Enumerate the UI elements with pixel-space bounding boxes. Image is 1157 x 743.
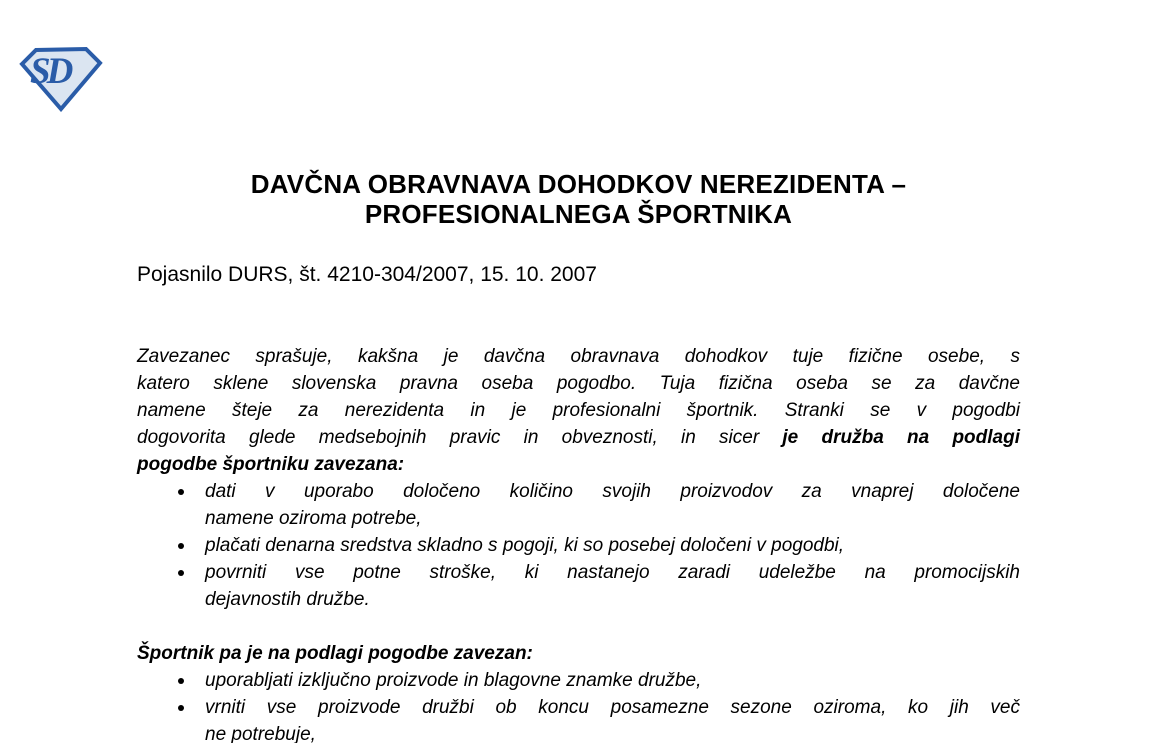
athlete-obligations-heading: Športnik pa je na podlagi pogodbe zavezan: <box>137 643 533 664</box>
text-line <box>137 343 1020 370</box>
bullet-item <box>137 559 1020 613</box>
bullet-item <box>137 667 1020 694</box>
text-line <box>137 451 1020 478</box>
text-line <box>205 721 1020 743</box>
sd-logo <box>19 46 103 112</box>
text-line <box>205 586 1020 613</box>
text-segment: namene oziroma potrebe, <box>205 508 422 529</box>
bullet-item <box>137 694 1020 743</box>
logo-letters: SD <box>30 51 70 92</box>
text-segment: Zavezanec sprašuje, kakšna je davčna obravnava dohodkov tuje fizične osebe, s <box>137 346 1020 367</box>
bold-text-segment: je družba na podlagi <box>782 427 1020 448</box>
text-line <box>205 694 1020 721</box>
text-segment: dejavnostih družbe. <box>205 589 370 610</box>
text-segment: dati v uporabo določeno količino svojih proizvodov za vnaprej določene <box>205 481 1020 502</box>
sd-diamond-shield-icon <box>19 46 103 112</box>
bullet-icon <box>178 489 184 495</box>
text-segment: dogovorita glede medsebojnih pravic in obveznosti, in sicer <box>137 427 783 448</box>
text-line <box>205 667 1020 694</box>
bold-text-segment: pogodbe športniku zavezana: <box>137 454 405 475</box>
document-subtitle: Pojasnilo DURS, št. 4210-304/2007, 15. 10. 2007 <box>137 263 597 286</box>
text-segment: namene šteje za nerezidenta in je profesionalni športnik. Stranki se v pogodbi <box>137 400 1020 421</box>
text-line <box>137 397 1020 424</box>
bullet-icon <box>178 705 184 711</box>
bullet-item <box>137 532 1020 559</box>
athlete-obligations-list <box>137 667 1020 743</box>
text-line <box>205 478 1020 505</box>
text-segment: katero sklene slovenska pravna oseba pogodbo. Tuja fizična oseba se za davčne <box>137 373 1020 394</box>
intro-paragraph <box>137 343 1020 478</box>
title-line-1: DAVČNA OBRAVNAVA DOHODKOV NEREZIDENTA – <box>250 169 907 199</box>
bullet-icon <box>178 678 184 684</box>
text-line <box>137 424 1020 451</box>
bullet-icon <box>178 543 184 549</box>
text-line <box>205 505 1020 532</box>
title-line-2: PROFESIONALNEGA ŠPORTNIKA <box>364 199 793 229</box>
text-line <box>137 370 1020 397</box>
text-segment: vrniti vse proizvode družbi ob koncu posamezne sezone oziroma, ko jih več <box>205 697 1020 718</box>
text-line <box>205 532 1020 559</box>
company-obligations-list <box>137 478 1020 613</box>
text-segment: povrniti vse potne stroške, ki nastanejo zaradi udeležbe na promocijskih <box>205 562 1020 583</box>
bullet-item <box>137 478 1020 532</box>
text-segment: ne potrebuje, <box>205 724 316 743</box>
bullet-icon <box>178 570 184 576</box>
document-body <box>137 343 1020 743</box>
document-title <box>137 169 1020 229</box>
text-segment: plačati denarna sredstva skladno s pogoji, ki so posebej določeni v pogodbi, <box>205 535 845 556</box>
text-segment: uporabljati izključno proizvode in blagovne znamke družbe, <box>205 670 702 691</box>
text-line <box>205 559 1020 586</box>
